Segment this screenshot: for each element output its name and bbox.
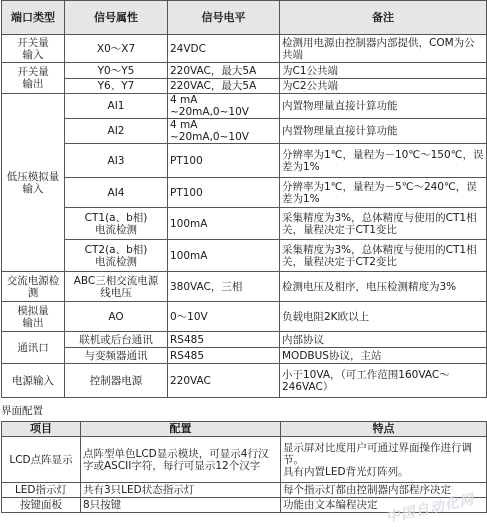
note-cell: 内置物理量直接计算功能	[280, 94, 487, 119]
config-cell: 共有3只LED状态指示灯	[81, 483, 281, 498]
signal-level-cell: RS485	[168, 348, 280, 364]
table-row	[2, 144, 487, 178]
item-cell: LED指示灯	[2, 483, 81, 498]
feature-cell: 功能由文本编程决定	[281, 498, 487, 513]
signal-level-cell: 100mA	[168, 208, 280, 240]
note-cell: 小于10VA，（可工作范围160VAC～246VAC）	[280, 364, 487, 398]
signal-attr-cell: CT1(a、b相) 电流检测	[65, 208, 168, 240]
header-note: 备注	[280, 1, 487, 35]
signal-attr-cell: Y0～Y5	[65, 63, 168, 79]
note-cell: 采集精度为3%，总体精度与使用的CT1相关，量程决定于CT1变比	[280, 208, 487, 240]
signal-level-cell: RS485	[168, 332, 280, 348]
signal-level-cell: PT100	[168, 178, 280, 208]
signal-level-cell: 0～10V	[168, 302, 280, 332]
note-cell: 为C2公共端	[280, 79, 487, 94]
signal-attr-cell: Y6、Y7	[65, 79, 168, 94]
note-cell: 分辨率为1℃，量程为－5℃～240℃，误差为1%	[280, 178, 487, 208]
table-row	[2, 364, 487, 398]
note-cell: 为C1公共端	[280, 63, 487, 79]
signal-attr-cell: AI2	[65, 119, 168, 144]
header-signal-level: 信号电平	[168, 1, 280, 35]
port-type-cell: 低压模拟量 输入	[2, 94, 65, 272]
signal-level-cell: 4 mA ~20mA,0~10V	[168, 94, 280, 119]
header-port-type: 端口类型	[2, 1, 65, 35]
feature-cell: 显示屏对比度用户可通过界面操作进行调节。 具有内置LED背光灯阵列。	[281, 437, 487, 483]
signal-attr-cell: AI4	[65, 178, 168, 208]
item-cell: LCD点阵显示	[2, 437, 81, 483]
table-row	[2, 483, 487, 498]
signal-level-cell: 24VDC	[168, 35, 280, 63]
table-row	[2, 332, 487, 348]
table-row	[2, 178, 487, 208]
table-header-row	[2, 1, 487, 35]
note-cell: 采集精度为3%，总体精度与使用的CT1相关，量程决定于CT2变比	[280, 240, 487, 272]
table-row	[2, 94, 487, 119]
header-feature: 特点	[281, 422, 487, 437]
table-row	[2, 302, 487, 332]
table-row	[2, 208, 487, 240]
signal-level-cell: PT100	[168, 144, 280, 178]
port-type-cell: 通讯口	[2, 332, 65, 364]
signal-level-cell: 100mA	[168, 240, 280, 272]
signal-level-cell: 220VAC，最大5A	[168, 79, 280, 94]
signal-attr-cell: ABC三相交流电源 线电压	[65, 272, 168, 302]
header-config: 配置	[81, 422, 281, 437]
signal-attr-cell: AI3	[65, 144, 168, 178]
table-header-row	[2, 422, 487, 437]
table-row	[2, 79, 487, 94]
port-type-cell: 开关量 输出	[2, 63, 65, 94]
note-cell: 内置物理量直接计算功能	[280, 119, 487, 144]
section-caption: 界面配置	[1, 405, 43, 417]
signal-attr-cell: 控制器电源	[65, 364, 168, 398]
signal-level-cell: 380VAC，三相	[168, 272, 280, 302]
note-cell: 内部协议	[280, 332, 487, 348]
header-item: 项目	[2, 422, 81, 437]
note-cell: 负载电阻2K欧以上	[280, 302, 487, 332]
table-row	[2, 348, 487, 364]
signal-attr-cell: 联机或后台通讯	[65, 332, 168, 348]
note-cell: 检测用电源由控制器内部提供，COM为公共端	[280, 35, 487, 63]
header-signal-attr: 信号属性	[65, 1, 168, 35]
feature-cell: 每个指示灯都由控制器内部程序决定	[281, 483, 487, 498]
port-type-cell: 模拟量 输出	[2, 302, 65, 332]
signal-attr-cell: X0～X7	[65, 35, 168, 63]
signal-attr-cell: AO	[65, 302, 168, 332]
note-cell: 检测电压及相序，电压检测精度为3%	[280, 272, 487, 302]
port-type-cell: 电源输入	[2, 364, 65, 398]
table-row	[2, 272, 487, 302]
note-cell: 分辨率为1℃，量程为－10℃～150℃，误差为1%	[280, 144, 487, 178]
table-row	[2, 119, 487, 144]
note-cell: MODBUS协议，主站	[280, 348, 487, 364]
signal-level-cell: 220VAC，最大5A	[168, 63, 280, 79]
table-row	[2, 63, 487, 79]
port-type-cell: 开关量 输入	[2, 35, 65, 63]
config-cell: 8只按键	[81, 498, 281, 513]
signal-attr-cell: CT2(a、b相) 电流检测	[65, 240, 168, 272]
signal-spec-table	[1, 0, 487, 398]
table-row	[2, 437, 487, 483]
watermark: 中国自动化网	[384, 491, 476, 527]
signal-attr-cell: AI1	[65, 94, 168, 119]
item-cell: 按键面板	[2, 498, 81, 513]
table-row	[2, 35, 487, 63]
config-cell: 点阵型单色LCD显示模块，可显示4行汉字或ASCII字符，每行可显示12个汉字	[81, 437, 281, 483]
port-type-cell: 交流电源检 测	[2, 272, 65, 302]
signal-level-cell: 4 mA ~20mA,0~10V	[168, 119, 280, 144]
signal-attr-cell: 与变频器通讯	[65, 348, 168, 364]
table-row	[2, 240, 487, 272]
interface-config-table	[1, 421, 487, 513]
signal-level-cell: 220VAC	[168, 364, 280, 398]
